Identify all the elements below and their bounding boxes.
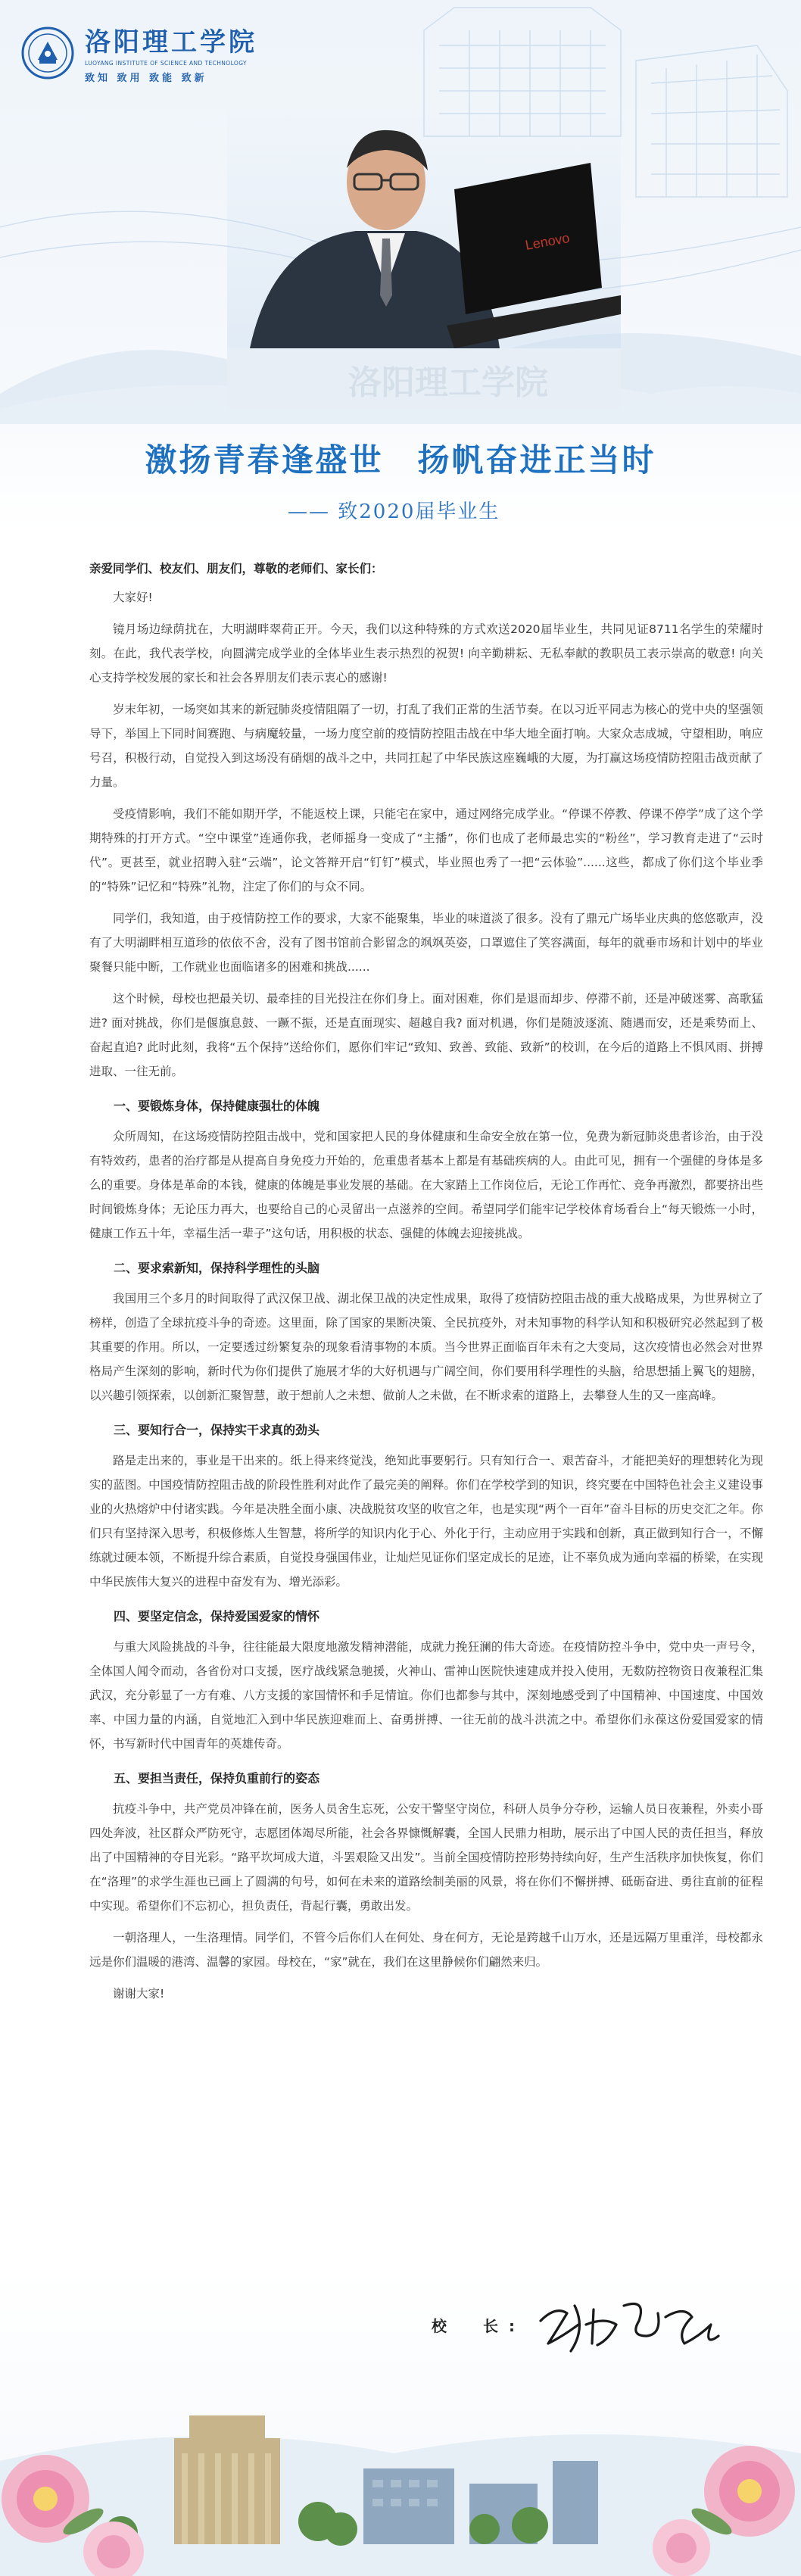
letter-title: 激扬青春逢盛世 扬帆奋进正当时 [145,441,656,479]
university-name-cn: 洛阳理工学院 [85,27,257,58]
signature-label: 校 长: [432,2316,525,2335]
intro-paragraph: 同学们，我知道，由于疫情防控工作的要求，大家不能聚集，毕业的味道淡了很多。没有了鼎元广场毕业庆典的悠悠歌声，没有了大明湖畔相互道珍的依依不舍，没有了图书馆前合影留念的飒飒英姿，口罩遮住了笑容满面，每年的就垂市场和计划中的毕业聚餐只能中断，工作就业也面临诸多的困难和挑战...... [89,912,763,974]
university-logo [21,21,257,84]
section-paragraph: 路是走出来的，事业是干出来的。纸上得来终觉浅，绝知此事要躬行。只有知行合一、艰苦奋斗，才能把美好的理想转化为现实的蓝图。中国疫情防控阻击战的阶段性胜利对此作了最完美的阐释。你们在学校学到的知识，终究要在中国特色社会主义建设事业的火热熔炉中付诸实践。今年是决胜全面小康、决战脱贫攻坚的收官之年，也是实现“两个一百年”奋斗目标的历史交汇之年。你们只有坚持深入思考，积极修炼人生智慧，将所学的知识内化于心、外化于行，主动应用于实践和创新，真正做到知行合一，不懈练就过硬本领，不断提升综合素质，自觉投身强国伟业，让灿烂见证你们坚定成长的足迹，让不辜负成为通向幸福的桥梁，在实现中华民族伟大复兴的进程中奋发有为、增光添彩。 [89,1454,763,1589]
letter-subtitle: —— 致2020届毕业生 [288,501,500,523]
salutation: 亲爱同学们、校友们、朋友们，尊敬的老师们、家长们： [89,562,383,575]
intro-paragraph: 镜月场边绿荫扰在，大明湖畔翠荷正开。今天，我们以这种特殊的方式欢送2020届毕业生，共同见证8711名学生的荣耀时刻。在此，我代表学校，向圆满完成学业的全体毕业生表示热烈的祝贺! 向辛勤耕耘、无私奉献的教职员工表示崇高的敬意! 向关心支持学校发展的家长和社会各界朋友们表示衷心的感谢! [89,622,763,685]
section-heading: 一、要锻炼身体，保持健康强壮的体魄 [114,1099,320,1113]
intro-paragraph: 这个时候，母校也把最关切、最牵挂的目光投注在你们身上。面对困难，你们是退而却步、停滞不前，还是冲破迷雾、高歌猛进? 面对挑战，你们是偃旗息鼓、一蹶不振，还是直面现实、超越自我? 面对机遇，你们是随波逐流、随遇而安，还是乘势而上、奋起直追? 此时此刻，我将“五个保持”送给你们，愿你们牢记“致知、致善、致能、致新”的校训，在今后的道路上不惧风雨、拼搏进取、一往无前。 [89,992,763,1078]
section-paragraph: 我国用三个多月的时间取得了武汉保卫战、湖北保卫战的决定性成果，取得了疫情防控阻击战的重大战略成果，为世界树立了榜样，创造了全球抗疫斗争的奇迹。这里面，除了国家的果断决策、全民抗疫外，对未知事物的科学认知和积极研究必然起到了极其重要的作用。所以，一定要透过纷繁复杂的现象看清事物的本质。当今世界正面临百年未有之大变局，这次疫情也必然会对世界格局产生深刻的影响，新时代为你们提供了施展才华的大好机遇与广阔空间，你们要用科学理性的头脑，给思想插上翼飞的翅膀，以兴趣引领探索，以创新汇聚智慧，敢于想前人之未想、做前人之未做，在不断求索的道路上，去攀登人生的又一座高峰。 [89,1292,763,1402]
president-photo [227,98,621,409]
footer-campus-illustration [0,2370,801,2576]
svg-text:Lenovo: Lenovo [524,229,571,253]
section-heading: 二、要求索新知，保持科学理性的头脑 [114,1261,320,1275]
university-name-en: LUOYANG INSTITUTE OF SCIENCE AND TECHNOLOGY [85,60,248,67]
section-paragraph: 众所周知，在这场疫情防控阻击战中，党和国家把人民的身体健康和生命安全放在第一位，免费为新冠肺炎患者诊治，由于没有特效药，患者的治疗都是从提高自身免疫力开始的，危重患者基本上都是有基础疾病的人。由此可见，拥有一个强健的身体是多么的重要。身体是革命的本钱，健康的体魄是事业发展的基础。在大家踏上工作岗位后，无论工作再忙、竞争再激烈，都要挤出些时间锻炼身体；无论压力再大，也要给自己的心灵留出一点滋养的空间。希望同学们能牢记学校体育场看台上“每天锻炼一小时，健康工作五十年，幸福生活一辈子”这句话，用积极的状态、强健的体魄去迎接挑战。 [89,1130,763,1240]
signature-block [432,2287,765,2362]
handwritten-signature [533,2291,722,2359]
section-paragraph: 一朝洛理人，一生洛理情。同学们，不管今后你们人在何处、身在何方，无论是跨越千山万水，还是远隔万里重洋，母校都永远是你们温暖的港湾、温馨的家园。母校在，“家”就在，我们在这里静候你们翩然来归。 [89,1931,763,1969]
university-emblem-icon [21,27,74,80]
university-motto: 致知 致用 致能 致新 [85,73,207,84]
section-paragraph: 抗疫斗争中，共产党员冲锋在前，医务人员舍生忘死，公安干警坚守岗位，科研人员争分夺秒，运输人员日夜兼程，外卖小哥四处奔波，社区群众严防死守，志愿团体竭尽所能，社会各界慷慨解囊，全国人民鼎力相助，展示出了中国人民的责任担当，释放出了中国精神的夺目光彩。“路平坎坷成大道，斗罢艰险又出发”。当前全国疫情防控形势持续向好，生产生活秩序加快恢复，你们在“洛理”的求学生涯也已画上了圆满的句号，如何在未来的道路绘制美丽的风景，将在你们不懈拼搏、砥砺奋进、勇往直前的征程中实现。希望你们不忘初心，担负责任，背起行囊，勇敢出发。 [89,1802,763,1913]
section-heading: 四、要坚定信念，保持爱国爱家的情怀 [114,1609,320,1623]
letter-body [89,557,763,2013]
banner-text: 洛阳理工学院 [348,364,548,401]
section-heading: 五、要担当责任，保持负重前行的姿态 [114,1771,320,1785]
closing: 谢谢大家! [113,1987,165,2001]
intro-paragraph: 岁末年初，一场突如其来的新冠肺炎疫情阻隔了一切，打乱了我们正常的生活节奏。在以习近平同志为核心的党中央的坚强领导下，举国上下同时间赛跑、与病魔较量，一场力度空前的疫情防控阻击战在中华大地全面打响。大家众志成城，守望相助，响应号召，积极行动，自觉投入到这场没有硝烟的战斗之中，共同扛起了中华民族这座巍峨的大厦，为打赢这场疫情防控阻击战贡献了力量。 [89,703,763,789]
section-heading: 三、要知行合一，保持实干求真的劲头 [114,1423,320,1437]
intro-paragraph: 受疫情影响，我们不能如期开学，不能返校上课，只能宅在家中，通过网络完成学业。“停课不停教、停课不停学”成了这个学期特殊的打开方式。“空中课堂”连通你我，老师摇身一变成了“主播”，你们也成了老师最忠实的“粉丝”，学习教育走进了“云时代”。更甚至，就业招聘入驻“云端”，论文答辩开启“钉钉”模式，毕业照也秀了一把“云体验”......这些，都成了你们这个毕业季的“特殊”记忆和“特殊”礼物，注定了你们的与众不同。 [89,807,763,893]
section-paragraph: 与重大风险挑战的斗争，往往能最大限度地激发精神潜能，成就力挽狂澜的伟大奇迹。在疫情防控斗争中，党中央一声号令，全体国人闻令而动，各省份对口支援，医疗战线紧急驰援，火神山、雷神山医院快速建成并投入使用，无数防控物资日夜兼程汇集武汉，充分彰显了一方有难、八方支援的家国情怀和手足情谊。你们也都参与其中，深刻地感受到了中国精神、中国速度、中国效率、中国力量的内涵，自觉地汇入到中华民族迎难而上、奋勇拼搏、一往无前的战斗洪流之中。希望你们永葆这份爱国爱家的情怀，书写新时代中国青年的英雄传奇。 [89,1640,763,1751]
greeting: 大家好! [113,591,153,604]
